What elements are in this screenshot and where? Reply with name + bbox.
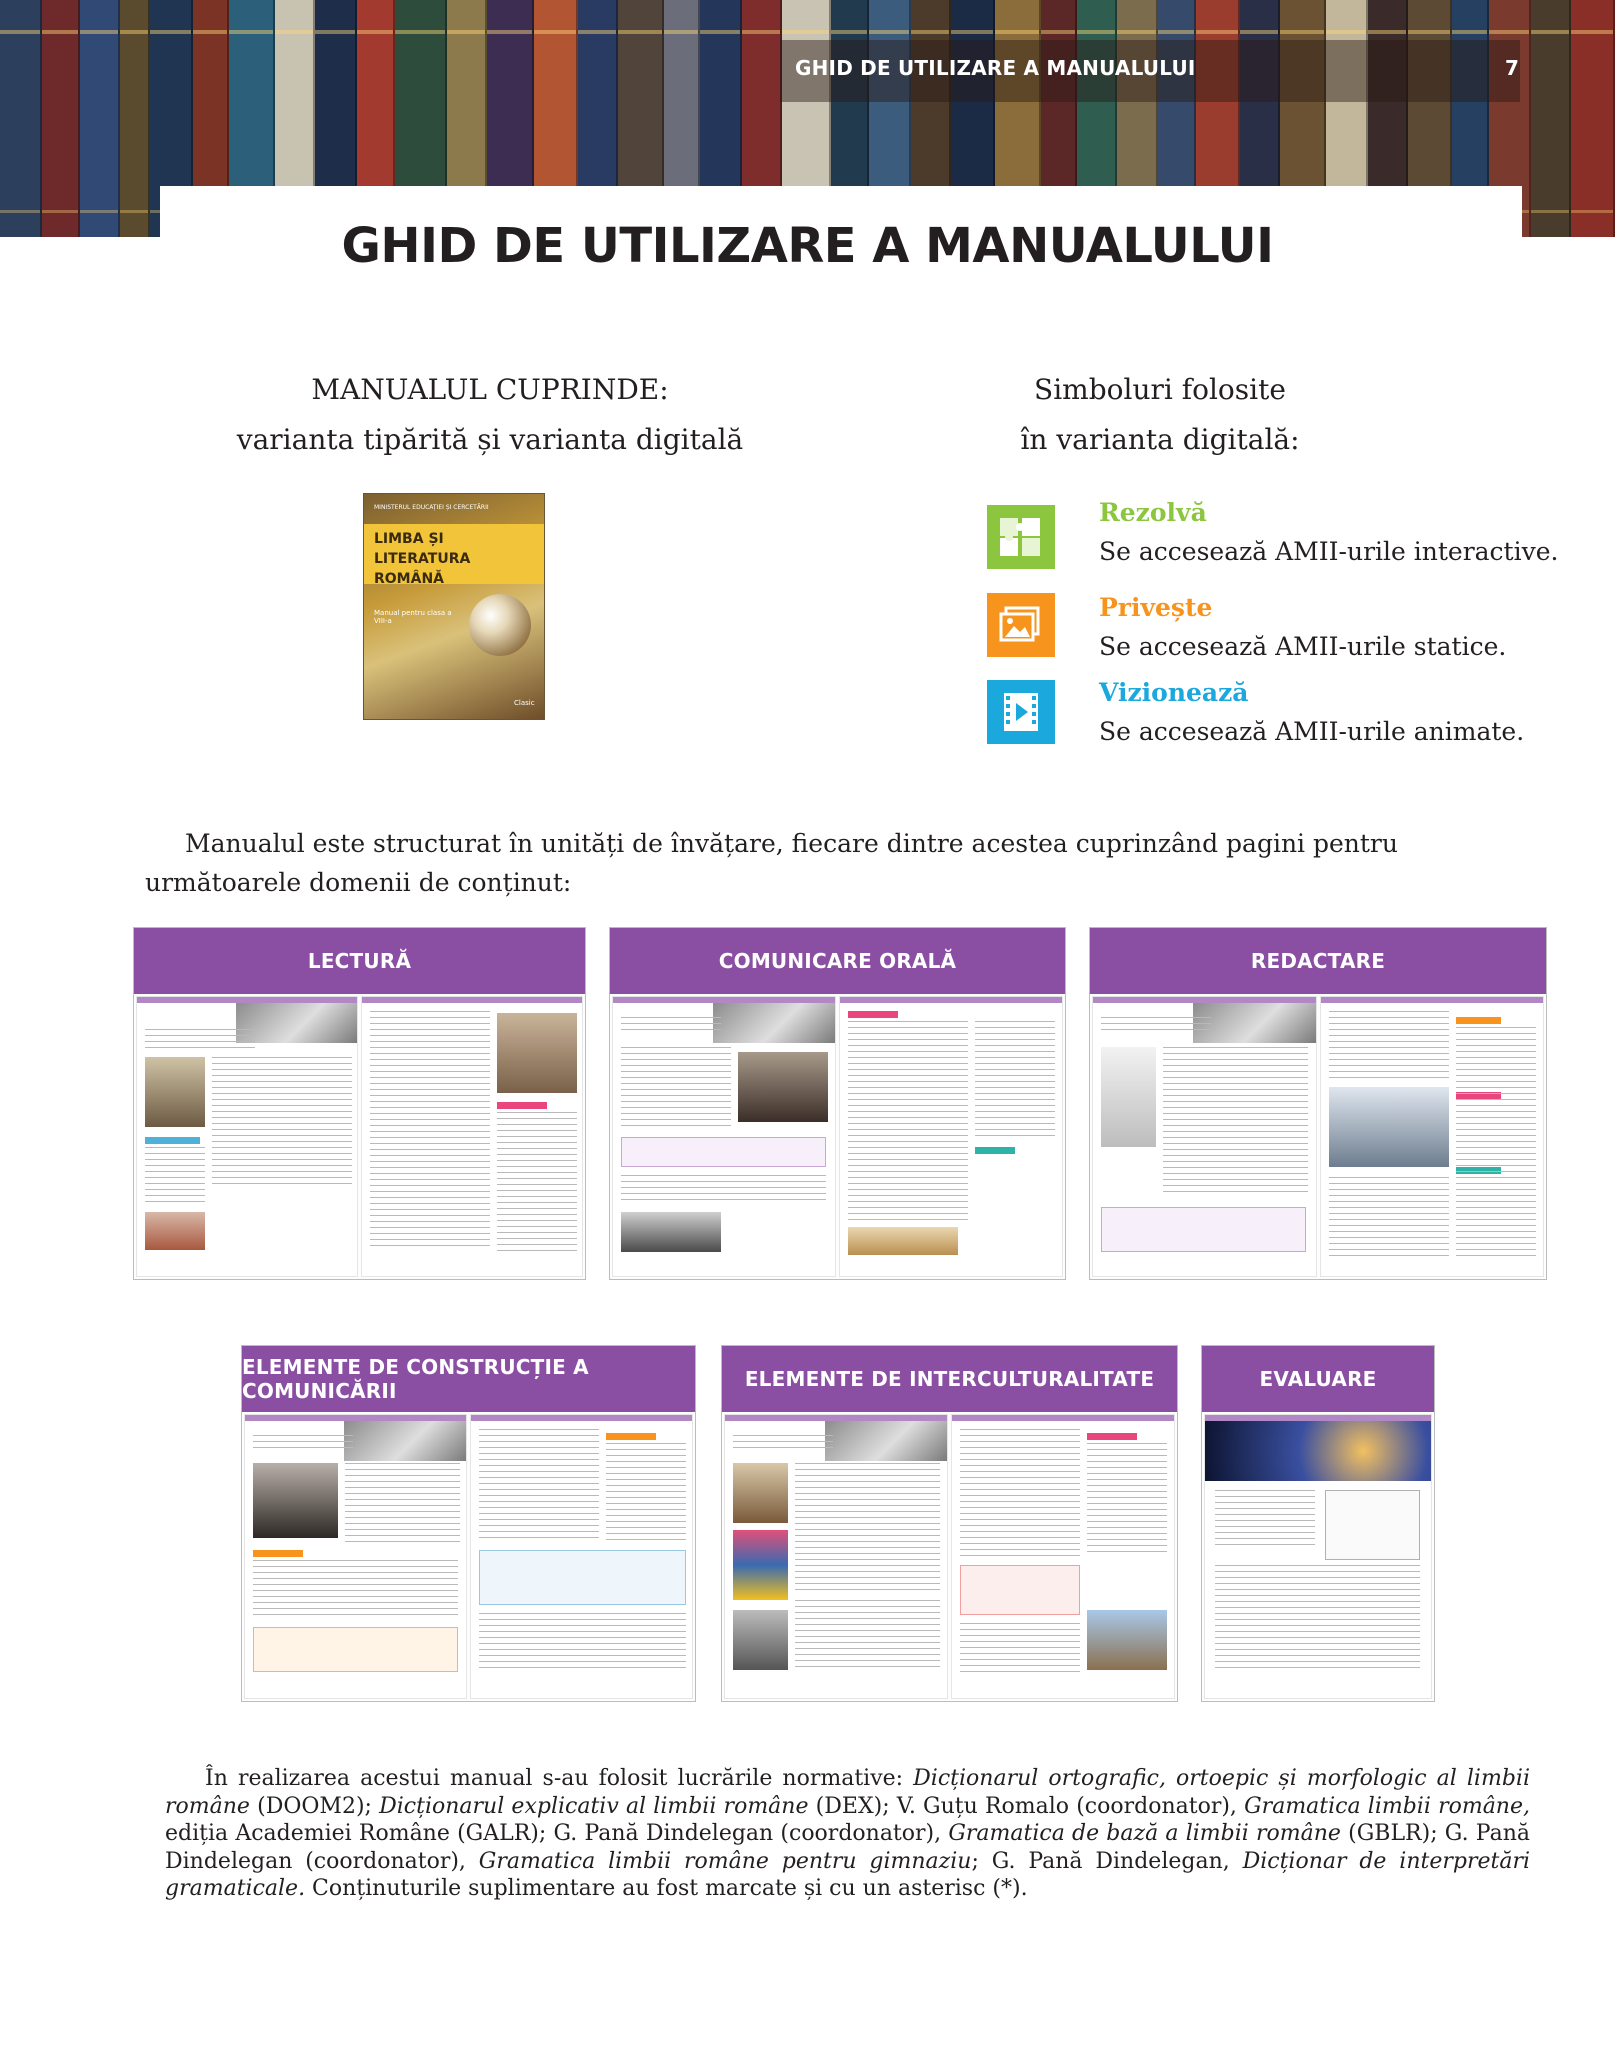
sources-text-1: În realizarea acestui manual s-au folosit lucrările normative: (205, 1766, 914, 1791)
sources-text-5: (GBLR); G. Pană Dindelegan (coordonator), (165, 1821, 1530, 1874)
right-heading-line2: în varianta digitală: (1020, 423, 1300, 456)
domain-card-title: EVALUARE (1202, 1346, 1434, 1412)
symbol-desc-rezolva: Se accesează AMII-urile interactive. (1099, 537, 1559, 566)
textbook-cover-image (363, 493, 545, 720)
sources-title-dictionar-interpretari: Dicționar de interpretări gramaticale. (165, 1848, 1530, 1901)
preview-page-left (136, 996, 358, 1277)
domain-card-preview (722, 1412, 1177, 1701)
domain-card-evaluare (1201, 1345, 1435, 1702)
domain-card-title: REDACTARE (1090, 928, 1546, 994)
header-bookshelf (0, 0, 1615, 237)
domain-card-preview (242, 1412, 695, 1701)
domain-card-title: COMUNICARE ORALĂ (610, 928, 1065, 994)
preview-page-right (1320, 996, 1545, 1277)
preview-page-left (612, 996, 836, 1277)
sources-title-gblr: Gramatica de bază a limbii române (948, 1821, 1341, 1846)
preview-page-left (244, 1414, 467, 1699)
puzzle-icon (987, 505, 1055, 569)
left-heading-line2: varianta tipărită și varianta digitală (236, 423, 744, 456)
page-title: GHID DE UTILIZARE A MANUALULUI (341, 218, 1274, 274)
right-column-heading (860, 365, 1460, 465)
sources-title-gramatica-gimnaziu: Gramatica limbii române pentru gimnaziu (478, 1848, 972, 1874)
sources-paragraph (165, 1765, 1530, 1903)
symbol-desc-priveste: Se accesează AMII-urile statice. (1099, 632, 1507, 661)
page-number: 7 (1505, 56, 1519, 80)
domain-card-interculturalitate (721, 1345, 1178, 1702)
symbol-label-vizioneaza: Vizionează (1099, 678, 1249, 707)
right-heading-line1: Simboluri folosite (1034, 373, 1286, 406)
sources-text-3: (DEX); V. Guțu Romalo (coordonator), (808, 1793, 1245, 1819)
sources-text-7: Conținuturile suplimentare au fost marcate și cu un asterisc (*). (305, 1876, 1028, 1901)
preview-page-right (470, 1414, 693, 1699)
symbol-label-priveste: Privește (1099, 593, 1213, 622)
cover-top-text: MINISTERUL EDUCAȚIEI ȘI CERCETĂRII (374, 504, 489, 511)
sources-title-galr: Gramatica limbii române, (1244, 1793, 1530, 1819)
intro-paragraph: Manualul este structurat în unități de învățare, fiecare dintre acestea cuprinzând pagini pentru următoarele domenii de conținut: (145, 829, 1398, 897)
domain-card-title: ELEMENTE DE INTERCULTURALITATE (722, 1346, 1177, 1412)
cover-publisher: Clasic (514, 699, 535, 707)
preview-page-right (839, 996, 1063, 1277)
sources-title-dex: Dicționarul explicativ al limbii române (379, 1793, 809, 1819)
symbol-desc-vizioneaza: Se accesează AMII-urile animate. (1099, 717, 1525, 746)
domain-card-lectura (133, 927, 586, 1280)
domain-card-constructie-comunicare (241, 1345, 696, 1702)
domain-card-preview (610, 994, 1065, 1279)
preview-page-right (951, 1414, 1175, 1699)
preview-page-right (361, 996, 583, 1277)
symbol-label-rezolva: Rezolvă (1099, 498, 1207, 527)
preview-page-left (1092, 996, 1317, 1277)
domain-card-preview (1202, 1412, 1434, 1701)
sources-text-4: ediția Academiei Române (GALR); G. Pană Dindelegan (coordonator), (165, 1821, 949, 1846)
cover-title: LIMBA ȘI LITERATURA ROMÂNĂ (374, 531, 471, 587)
image-icon (987, 593, 1055, 657)
sources-title-doom2: Dicționarul ortografic, ortoepic și morfologic al limbii române (165, 1766, 1530, 1819)
left-heading-line1: MANUALUL CUPRINDE: (311, 373, 669, 406)
domain-card-redactare (1089, 927, 1547, 1280)
domain-card-preview (1090, 994, 1546, 1279)
preview-page-left (724, 1414, 948, 1699)
cover-globe-image (469, 594, 531, 656)
domain-card-title: LECTURĂ (134, 928, 585, 994)
running-title: GHID DE UTILIZARE A MANUALULUI (795, 56, 1196, 80)
film-icon (987, 680, 1055, 744)
sources-text-2: (DOOM2); (249, 1793, 380, 1819)
cover-subtitle: Manual pentru clasa a VIII-a (374, 609, 452, 625)
domain-card-comunicare-orala (609, 927, 1066, 1280)
preview-page-single (1204, 1414, 1432, 1699)
left-column-heading (140, 365, 840, 465)
sources-text-6: ; G. Pană Dindelegan, (971, 1848, 1243, 1874)
domain-card-title: ELEMENTE DE CONSTRUCȚIE A COMUNICĂRII (242, 1346, 695, 1412)
domain-card-preview (134, 994, 585, 1279)
